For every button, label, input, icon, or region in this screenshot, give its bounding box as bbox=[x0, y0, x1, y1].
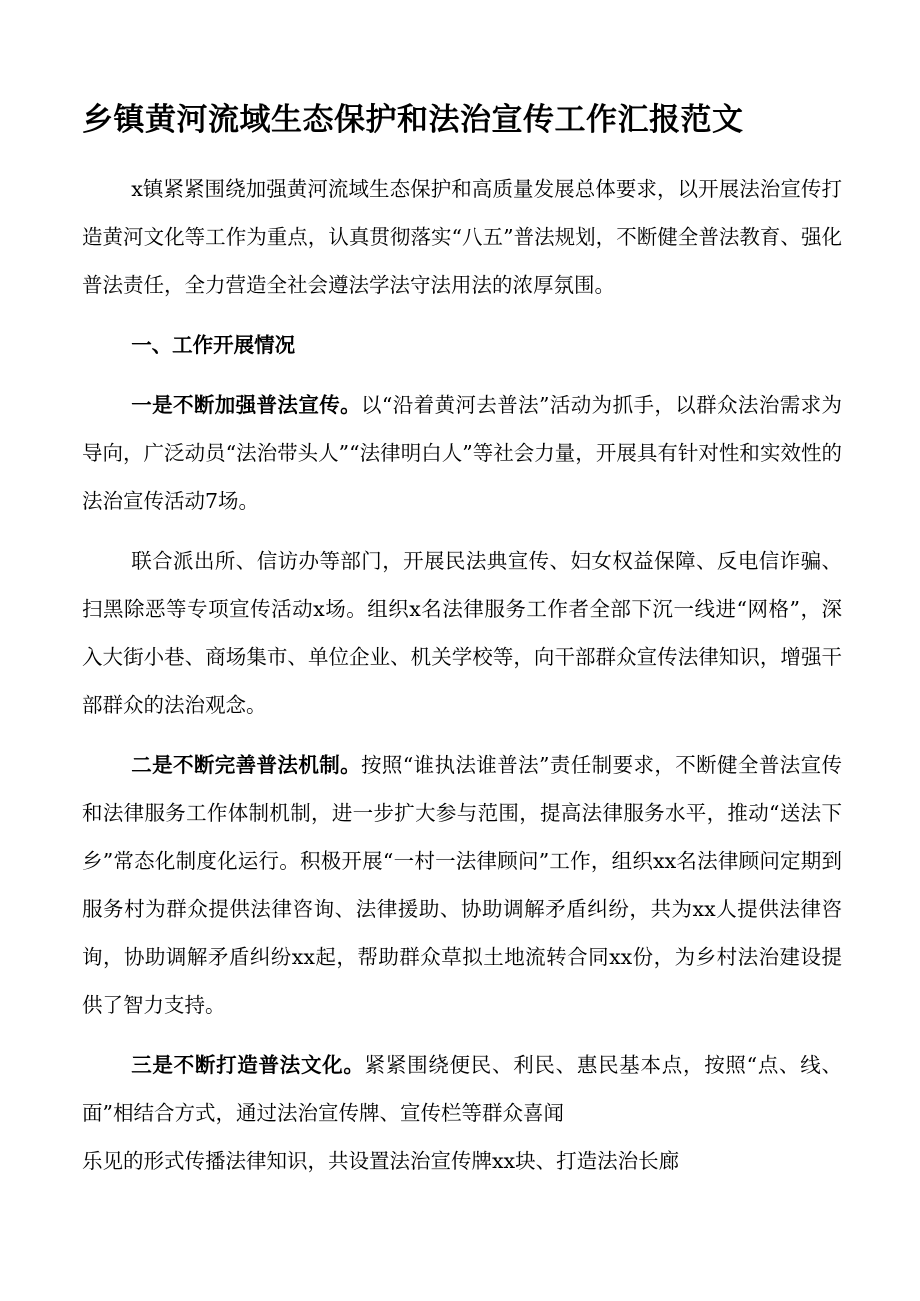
spacer bbox=[82, 309, 842, 321]
paragraph-publicity bbox=[82, 381, 842, 525]
paragraph-lead: 二是不断完善普法机制。 bbox=[131, 753, 362, 777]
paragraph-mechanism bbox=[82, 741, 842, 1029]
spacer bbox=[82, 369, 842, 381]
paragraph-text: 以“沿着黄河去普法”活动为抓手，以群众法治需求为导向，广泛动员“法治带头人”“法律明白人”等社会力量，开展具有针对性和实效性的法治宣传活动7场。 bbox=[82, 393, 843, 513]
paragraph-lead: 三是不断打造普法文化。 bbox=[131, 1053, 365, 1077]
spacer bbox=[82, 729, 842, 741]
intro-paragraph: x镇紧紧围绕加强黄河流域生态保护和高质量发展总体要求，以开展法治宣传打造黄河文化等工作为重点，认真贯彻落实“八五”普法规划，不断健全普法教育、强化普法责任，全力营造全社会遵法学法守法用法的浓厚氛围。 bbox=[82, 177, 842, 297]
document-body bbox=[82, 165, 842, 1185]
paragraph-lead: 一是不断加强普法宣传。 bbox=[131, 393, 362, 417]
spacer bbox=[82, 1029, 842, 1041]
paragraph-text: 紧紧围绕便民、利民、惠民基本点，按照“点、线、面”相结合方式，通过法治宣传牌、宣传栏等群众喜闻 bbox=[82, 1053, 843, 1125]
document-title: 乡镇黄河流域生态保护和法治宣传工作汇报范文 bbox=[82, 102, 744, 138]
paragraph-culture-continued: 乐见的形式传播法律知识，共设置法治宣传牌xx块、打造法治长廊 bbox=[82, 1149, 680, 1173]
paragraph-text: 按照“谁执法谁普法”责任制要求，不断健全普法宣传和法律服务工作体制机制，进一步扩大参与范围，提高法律服务水平，推动“送法下乡”常态化制度化运行。积极开展“一村一法律顾问”工作，组织xx名法律顾问定期到服务村为群众提供法律咨询、法律援助、协助调解矛盾纠纷，共为xx人提供法律咨询，协助调解矛盾纠纷xx起，帮助群众草拟土地流转合同xx份，为乡村法治建设提供了智力支持。 bbox=[82, 753, 843, 1017]
section-heading: 一、工作开展情况 bbox=[131, 333, 296, 357]
paragraph-joint-activities: 联合派出所、信访办等部门，开展民法典宣传、妇女权益保障、反电信诈骗、扫黑除恶等专项宣传活动x场。组织x名法律服务工作者全部下沉一线进“网格”，深入大街小巷、商场集市、单位企业、机关学校等，向干部群众宣传法律知识，增强干部群众的法治观念。 bbox=[82, 549, 842, 717]
spacer bbox=[82, 525, 842, 537]
paragraph-culture bbox=[82, 1041, 842, 1137]
